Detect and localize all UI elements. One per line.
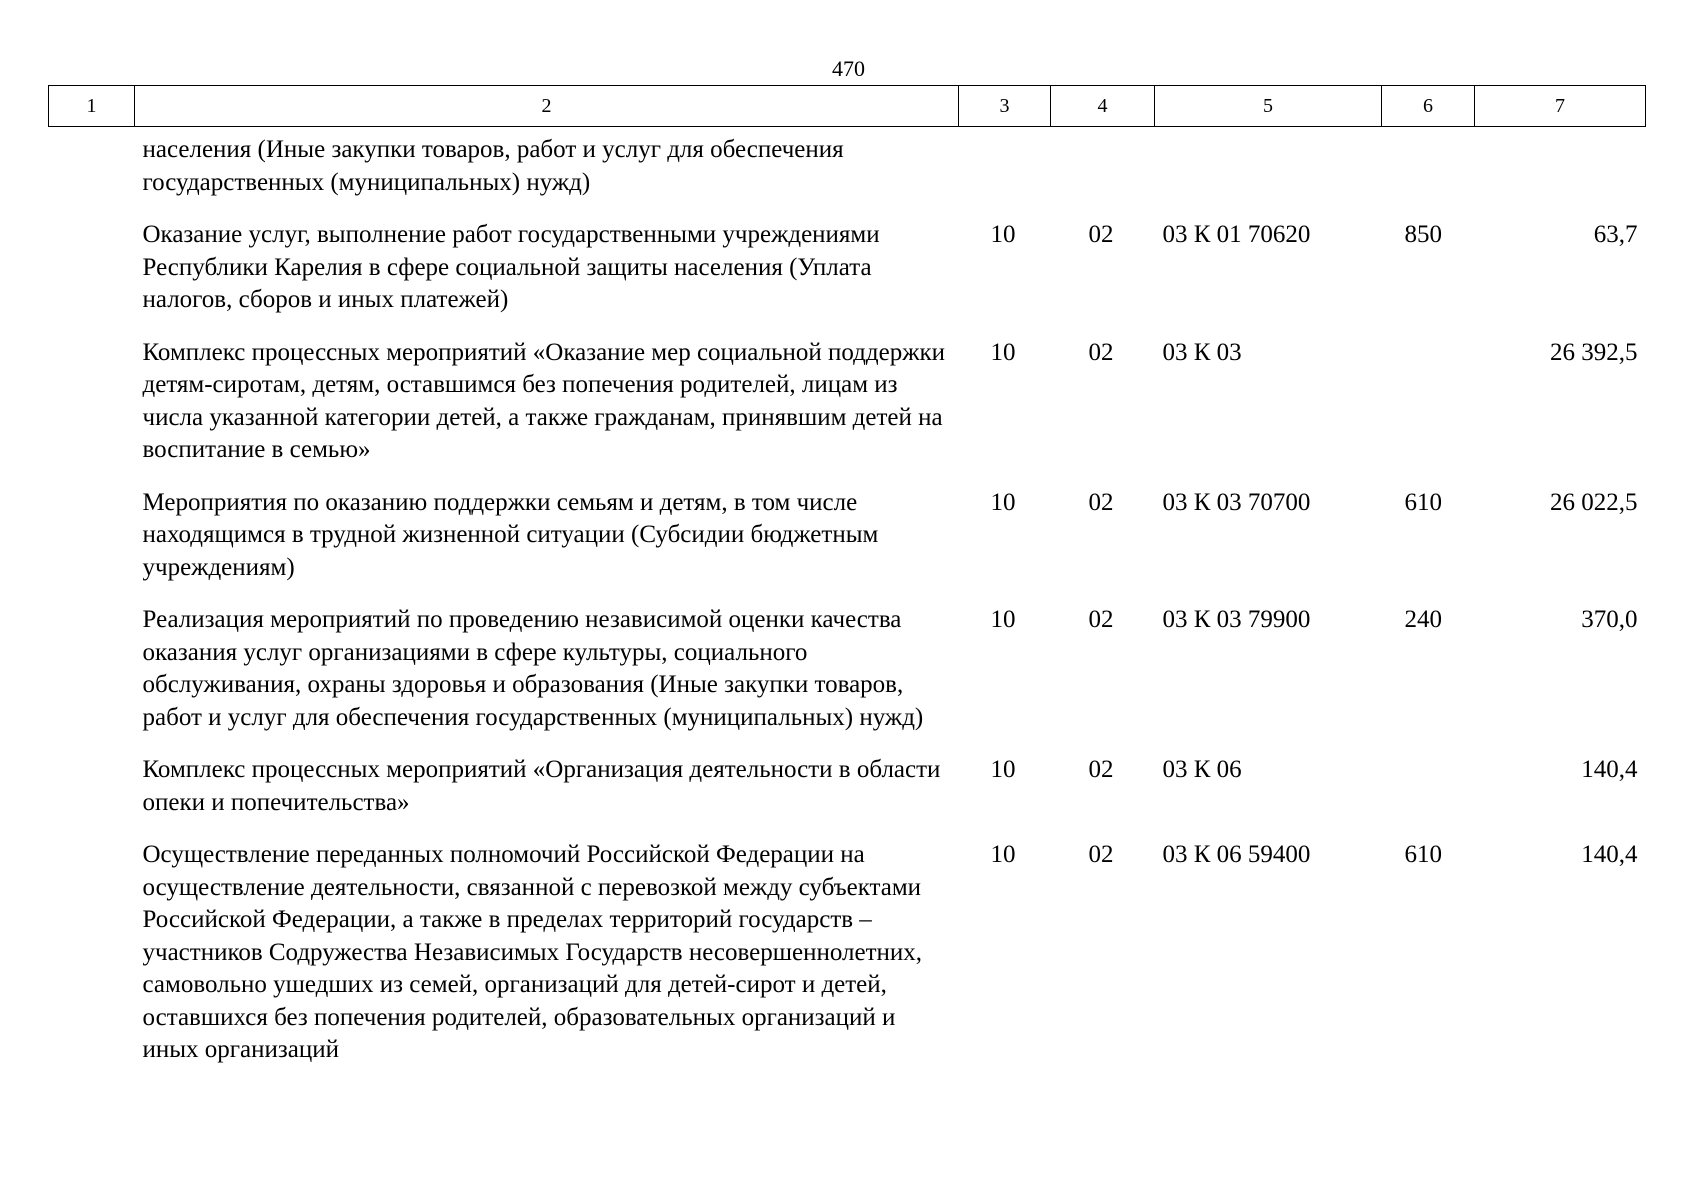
row-name-cell: Мероприятия по оказанию поддержки семьям и детям, в том числе находящимся в трудной жизненной ситуации (Субсидии бюджетным учреждениям) — [142, 488, 879, 581]
row-amount-cell: 26 392,5 — [1550, 338, 1638, 366]
row-target-cell: 03 К 03 — [1162, 338, 1242, 366]
row-section-cell — [959, 127, 1051, 220]
row-amount-cell: 26 022,5 — [1550, 488, 1638, 516]
row-type-cell — [1382, 754, 1475, 839]
row-target-cell: 03 К 01 70620 — [1162, 221, 1311, 248]
row-type-cell — [1382, 337, 1475, 487]
page-number: 470 — [832, 56, 865, 81]
row-number-cell — [49, 127, 135, 220]
row-number-cell — [49, 839, 135, 1087]
row-target-cell — [1155, 127, 1382, 220]
row-type-cell: 610 — [1404, 841, 1442, 868]
header-col-4: 4 — [1051, 86, 1155, 127]
header-col-7: 7 — [1475, 86, 1646, 127]
row-subsection-cell: 02 — [1088, 221, 1114, 248]
row-subsection-cell: 02 — [1088, 606, 1114, 633]
header-col-6: 6 — [1382, 86, 1475, 127]
row-target-cell: 03 К 03 70700 — [1162, 488, 1311, 516]
table-body — [49, 127, 1646, 1087]
row-target-cell: 03 К 06 59400 — [1162, 841, 1311, 868]
row-number-cell — [49, 337, 135, 487]
row-name-cell: Осуществление переданных полномочий Российской Федерации на осуществление деятельности, связанной с перевозкой между субъектами Российской Федерации, а также в пределах территорий государств – участников Содружества Независимых Государств несовершеннолетних, самовольно ушедших из семей, организаций для детей-сирот и детей, оставшихся без попечения родителей, образовательных организаций и иных организаций — [142, 841, 923, 1063]
row-name-cell: Оказание услуг, выполнение работ государственными учреждениями Республики Карелия в сфере социальной защиты населения (Уплата налогов, сборов и иных платежей) — [142, 221, 880, 313]
row-type-cell: 240 — [1404, 606, 1442, 633]
row-amount-cell — [1475, 127, 1646, 220]
row-section-cell: 10 — [990, 756, 1016, 783]
row-amount-cell: 370,0 — [1581, 606, 1638, 633]
row-section-cell: 10 — [990, 841, 1016, 868]
row-subsection-cell: 02 — [1088, 488, 1114, 516]
table-row — [49, 754, 1646, 839]
row-name-cell: Комплекс процессных мероприятий «Оказание мер социальной поддержки детям-сиротам, детям, оставшимся без попечения родителей, лицам из числа указанной категории детей, а также гражданам, принявшим детей на воспитание в семью» — [142, 338, 946, 463]
row-subsection-cell: 02 — [1088, 756, 1114, 783]
table-row — [49, 219, 1646, 337]
row-type-cell: 610 — [1404, 488, 1442, 516]
table-row — [49, 127, 1646, 220]
row-subsection-cell: 02 — [1088, 338, 1114, 366]
header-col-3: 3 — [959, 86, 1051, 127]
row-number-cell — [49, 754, 135, 839]
table-row — [49, 487, 1646, 605]
row-name-cell: Реализация мероприятий по проведению независимой оценки качества оказания услуг организациями в сфере культуры, социального обслуживания, охраны здоровья и образования (Иные закупки товаров, работ и услуг для обеспечения государственных (муниципальных) нужд) — [142, 606, 924, 731]
row-section-cell: 10 — [990, 338, 1016, 366]
header-row — [49, 86, 1646, 127]
row-section-cell: 10 — [990, 221, 1016, 248]
row-type-cell — [1382, 127, 1475, 220]
row-amount-cell: 140,4 — [1581, 841, 1638, 868]
table-row — [49, 337, 1646, 487]
row-name-cell: Комплекс процессных мероприятий «Организация деятельности в области опеки и попечительства» — [142, 756, 941, 816]
row-number-cell — [49, 604, 135, 754]
table-header — [49, 86, 1646, 127]
row-amount-cell: 63,7 — [1593, 221, 1638, 248]
row-section-cell: 10 — [990, 488, 1016, 516]
budget-table — [48, 85, 1646, 1087]
row-section-cell: 10 — [990, 606, 1016, 633]
table-row — [49, 839, 1646, 1087]
row-type-cell: 850 — [1404, 221, 1442, 248]
header-col-2: 2 — [135, 86, 959, 127]
row-amount-cell: 140,4 — [1581, 756, 1638, 783]
row-number-cell — [49, 219, 135, 337]
row-name-cell: населения (Иные закупки товаров, работ и услуг для обеспечения государственных (муниципальных) нужд) — [142, 136, 844, 196]
table-row — [49, 604, 1646, 754]
row-target-cell: 03 К 06 — [1162, 756, 1242, 783]
row-target-cell: 03 К 03 79900 — [1162, 606, 1311, 633]
header-col-1: 1 — [49, 86, 135, 127]
row-number-cell — [49, 487, 135, 605]
row-subsection-cell: 02 — [1088, 841, 1114, 868]
header-col-5: 5 — [1155, 86, 1382, 127]
row-subsection-cell — [1051, 127, 1155, 220]
